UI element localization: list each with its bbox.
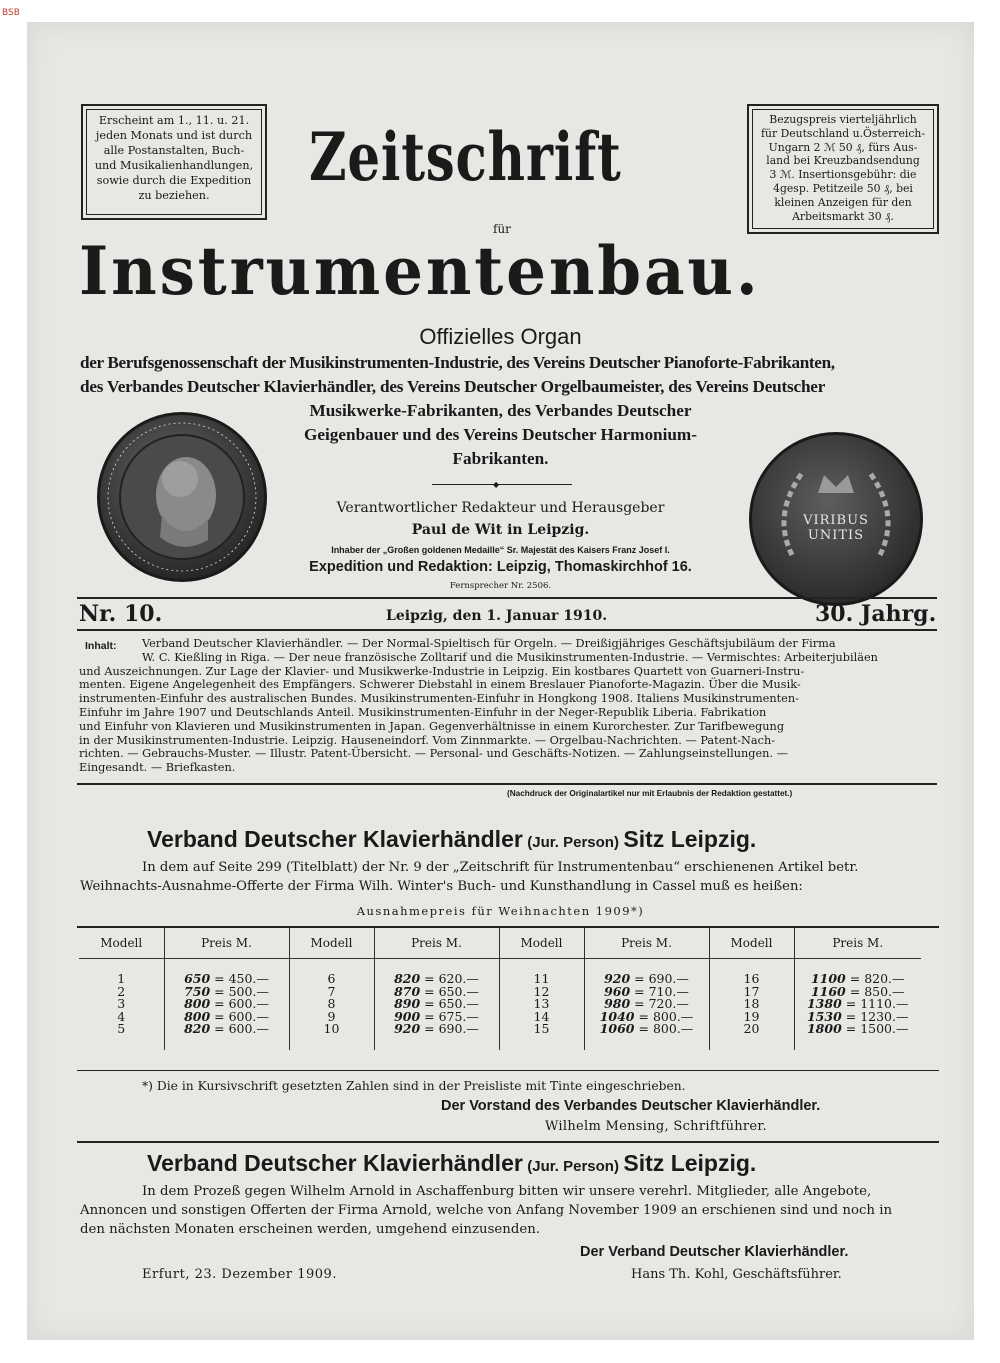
sale-price: 720.— xyxy=(648,996,689,1011)
sale-price: 650.— xyxy=(438,983,479,999)
right-box-line: Arbeitsmarkt 30 ₰. xyxy=(792,209,894,223)
equals-sign: = xyxy=(420,1008,439,1024)
sale-price: 690.— xyxy=(648,971,689,986)
sale-price: 800.— xyxy=(652,1021,694,1036)
table-caption: Ausnahmepreis für Weihnachten 1909*) xyxy=(356,904,645,918)
medal-motto-line: UNITIS xyxy=(807,528,865,543)
equals-sign: = xyxy=(845,983,865,999)
equals-sign: = xyxy=(420,971,439,986)
table-cell-model: 14 xyxy=(499,1011,584,1024)
editor-name: Paul de Wit in Leipzig. xyxy=(411,522,590,538)
table-cell-model: 11 xyxy=(499,959,584,986)
list-price: 900 xyxy=(394,1008,421,1024)
list-price: 960 xyxy=(604,983,631,999)
sale-price: 710.— xyxy=(648,983,689,999)
right-box-line: für Deutschland u.Österreich- xyxy=(761,126,925,140)
article2-text: den nächsten Monaten erscheinen werden, umgehend einzusenden. xyxy=(80,1222,540,1237)
sale-price: 1110.— xyxy=(860,996,909,1011)
table-cell-model: 18 xyxy=(709,998,794,1011)
sale-price: 1230.— xyxy=(860,1008,909,1024)
organ-line: Geigenbauer und des Vereins Deutscher Harmonium- xyxy=(304,425,697,444)
table-cell-model: 17 xyxy=(709,986,794,999)
article2-heading-sitz: Sitz Leipzig. xyxy=(623,1150,757,1176)
article2-heading-main: Verband Deutscher Klavierhändler xyxy=(147,1150,523,1176)
ornament-dot: ◆ xyxy=(493,480,500,489)
table-cell-price xyxy=(584,959,709,986)
sale-price: 600.— xyxy=(228,1008,269,1024)
table-header: Preis M. xyxy=(164,928,289,959)
table-footnote: *) Die in Kursivschrift gesetzten Zahlen sind in der Preisliste mit Tinte eingeschrieben. xyxy=(142,1079,686,1093)
rule xyxy=(77,783,937,785)
article1-signature: Der Vorstand des Verbandes Deutscher Klavierhändler. xyxy=(441,1098,821,1114)
inhalt-line: W. C. Kießling in Riga. — Der neue französische Zolltarif und die Musikinstrumenten-Industrie. — Vermischtes: Arbeiterjubiläen xyxy=(142,650,878,664)
table-cell-model: 3 xyxy=(79,998,164,1011)
right-box-line: land bei Kreuzbandsendung xyxy=(766,154,920,168)
table-cell-price xyxy=(374,1023,499,1050)
sale-price: 850.— xyxy=(864,983,905,999)
left-box-line: zu beziehen. xyxy=(138,189,210,202)
list-price: 1380 xyxy=(806,996,842,1011)
article1-heading-main: Verband Deutscher Klavierhändler xyxy=(147,826,523,852)
sale-price: 800.— xyxy=(652,1008,694,1024)
rule xyxy=(77,597,937,599)
inhalt-line: richten. — Gebrauchs-Muster. — Illustr. Patent-Übersicht. — Personal- und Geschäfts-Notizen. — Zahlungseinstellungen. — xyxy=(79,747,788,761)
right-box-line: Ungarn 2 ℳ 50 ₰, fürs Aus- xyxy=(768,140,918,154)
sale-price: 650.— xyxy=(438,996,479,1011)
table-cell-model: 1 xyxy=(79,959,164,986)
inhalt-label: Inhalt: xyxy=(85,640,117,652)
article2-heading-jur: (Jur. Person) xyxy=(527,1158,619,1175)
inhalt-line: Eingesandt. — Briefkasten. xyxy=(79,761,236,775)
equals-sign: = xyxy=(210,1021,229,1036)
list-price: 1100 xyxy=(810,971,846,986)
table-row xyxy=(79,959,921,986)
sale-price: 1500.— xyxy=(860,1021,909,1036)
equals-sign: = xyxy=(845,971,865,986)
sale-price: 500.— xyxy=(228,983,269,999)
list-price: 870 xyxy=(394,983,421,999)
list-price: 750 xyxy=(184,983,211,999)
inhalt-line: und Einfuhr von Klavieren und Musikinstrumenten in Japan. Gegenverhältnisse in einem Kurorchester. Zur Tarifbewegung xyxy=(79,719,785,733)
medal-viribus-unitis xyxy=(749,432,923,606)
table-cell-model: 9 xyxy=(289,1011,374,1024)
left-box-line: sowie durch die Expedition xyxy=(96,174,252,187)
left-box-line: Erscheint am 1., 11. u. 21. xyxy=(98,114,250,127)
equals-sign: = xyxy=(420,983,439,999)
equals-sign: = xyxy=(630,996,649,1011)
masthead-title-line2: Instrumentenbau. xyxy=(79,232,761,310)
inhalt-line: Verband Deutscher Klavierhändler. — Der Normal-Spieltisch für Orgeln. — Dreißigjähriges Geschäftsjubiläum der Firma xyxy=(142,637,836,650)
table-cell-model: 15 xyxy=(499,1023,584,1050)
article1-signer: Wilhelm Mensing, Schriftführer. xyxy=(545,1119,767,1134)
inhalt-line: menten. Eigene Angelegenheit des Empfängers. Schwerer Diebstahl in einem Breslauer Pianoforte-Magazin. Über die Musik- xyxy=(79,678,801,692)
article2-heading xyxy=(147,1150,756,1177)
table-cell-model: 19 xyxy=(709,1011,794,1024)
list-price: 1040 xyxy=(599,1008,635,1024)
table-header: Modell xyxy=(709,928,794,959)
table-cell-model: 4 xyxy=(79,1011,164,1024)
right-box-line: 3 ℳ. Insertionsgebühr: die xyxy=(769,168,917,182)
table-header: Preis M. xyxy=(374,928,499,959)
list-price: 800 xyxy=(184,996,211,1011)
medal-motto-line: VIRIBUS xyxy=(803,513,869,528)
article2-text: Annoncen und sonstigen Offerten der Firma Arnold, welche von Anfang November 1909 an erschienen sind und noch in xyxy=(80,1203,893,1218)
medal-emperor xyxy=(97,412,267,582)
inhalt-line: Einfuhr im Jahre 1907 und Deutschlands Anteil. Musikinstrumenten-Einfuhr in der Neger-Republik Liberia. Fabrikation xyxy=(79,705,767,719)
list-price: 650 xyxy=(184,971,211,986)
right-box-line: kleinen Anzeigen für den xyxy=(774,195,912,209)
price-table xyxy=(79,928,921,1050)
list-price: 920 xyxy=(604,971,631,986)
table-cell-price xyxy=(794,1023,921,1050)
table-cell-price xyxy=(374,959,499,986)
table-cell-price xyxy=(164,959,289,986)
table-cell-model: 2 xyxy=(79,986,164,999)
equals-sign: = xyxy=(420,996,439,1011)
reprint-note: (Nachdruck der Originalartikel nur mit Erlaubnis der Redaktion gestattet.) xyxy=(507,789,793,798)
list-price: 1060 xyxy=(599,1021,635,1036)
list-price: 820 xyxy=(184,1021,211,1036)
equals-sign: = xyxy=(210,983,229,999)
price-table-wrap xyxy=(79,928,921,1050)
sale-price: 600.— xyxy=(228,996,269,1011)
table-header: Preis M. xyxy=(584,928,709,959)
sale-price: 820.— xyxy=(864,971,905,986)
archive-label: BSB xyxy=(2,8,20,18)
left-box-line: alle Postanstalten, Buch- xyxy=(103,144,245,157)
right-box-line: Bezugspreis vierteljährlich xyxy=(769,113,917,126)
list-price: 1800 xyxy=(806,1021,842,1036)
organ-line: Fabrikanten. xyxy=(452,449,549,468)
issue-year: 30. Jahrg. xyxy=(815,601,937,627)
inhalt-line: in der Musikinstrumenten-Industrie. Leipzig. Hauseneindorf. Vom Zinnmarkte. — Orgelbau-Nachrichten. — Patent-Nach- xyxy=(79,733,776,747)
table-row xyxy=(79,1023,921,1050)
table-header: Modell xyxy=(499,928,584,959)
right-info-box xyxy=(747,104,939,234)
issue-date: Leipzig, den 1. Januar 1910. xyxy=(386,608,608,624)
table-cell-model: 6 xyxy=(289,959,374,986)
equals-sign: = xyxy=(841,1021,861,1036)
table-cell-model: 16 xyxy=(709,959,794,986)
editor-expedition: Expedition und Redaktion: Leipzig, Thomaskirchhof 16. xyxy=(309,559,692,575)
sale-price: 450.— xyxy=(228,971,269,986)
table-cell-price xyxy=(164,1023,289,1050)
list-price: 1530 xyxy=(806,1008,842,1024)
list-price: 920 xyxy=(394,1021,421,1036)
article1-text: In dem auf Seite 299 (Titelblatt) der Nr. 9 der „Zeitschrift für Instrumentenbau“ erschienenen Artikel betr. xyxy=(142,860,859,875)
article2-signer: Hans Th. Kohl, Geschäftsführer. xyxy=(631,1267,842,1282)
equals-sign: = xyxy=(841,996,861,1011)
equals-sign: = xyxy=(210,1008,229,1024)
article1-heading xyxy=(147,826,756,853)
masthead-title-line1: Zeitschrift xyxy=(309,118,622,196)
list-price: 800 xyxy=(184,1008,211,1024)
equals-sign: = xyxy=(841,1008,861,1024)
sale-price: 675.— xyxy=(438,1008,479,1024)
article1-heading-jur: (Jur. Person) xyxy=(527,834,619,851)
editor-line: Verantwortlicher Redakteur und Herausgeber xyxy=(336,500,665,516)
article1-heading-sitz: Sitz Leipzig. xyxy=(623,826,757,852)
list-price: 1160 xyxy=(810,983,846,999)
table-cell-price xyxy=(584,1023,709,1050)
organ-line: der Berufsgenossenschaft der Musikinstrumenten-Industrie, des Vereins Deutscher Pianoforte-Fabrikanten, xyxy=(80,353,835,372)
table-cell-model: 5 xyxy=(79,1023,164,1050)
left-info-box xyxy=(81,104,267,220)
equals-sign: = xyxy=(634,1008,653,1024)
table-cell-model: 7 xyxy=(289,986,374,999)
table-header: Modell xyxy=(79,928,164,959)
table-header: Modell xyxy=(289,928,374,959)
equals-sign: = xyxy=(630,983,649,999)
right-box-line: 4gesp. Petitzeile 50 ₰, bei xyxy=(773,181,913,195)
rule xyxy=(77,1141,939,1143)
sale-price: 690.— xyxy=(438,1021,479,1036)
equals-sign: = xyxy=(420,1021,439,1036)
list-price: 890 xyxy=(394,996,421,1011)
table-cell-model: 10 xyxy=(289,1023,374,1050)
organ-line: Musikwerke-Fabrikanten, des Verbandes Deutscher xyxy=(309,401,692,420)
table-rule xyxy=(77,1070,939,1071)
equals-sign: = xyxy=(634,1021,653,1036)
masthead-fuer: für xyxy=(493,222,511,236)
rule xyxy=(77,629,937,631)
inhalt-line: instrumenten-Einfuhr des australischen Bundes. Musikinstrumenten-Einfuhr in Hongkong 1908. Italiens Musikinstrumenten- xyxy=(79,692,799,706)
article2-place-date: Erfurt, 23. Dezember 1909. xyxy=(142,1267,337,1282)
table-cell-model: 12 xyxy=(499,986,584,999)
table-cell-price xyxy=(794,959,921,986)
table-cell-model: 13 xyxy=(499,998,584,1011)
list-price: 820 xyxy=(394,971,421,986)
issue-number: Nr. 10. xyxy=(79,601,163,627)
table-header: Preis M. xyxy=(832,936,884,950)
table-cell-model: 20 xyxy=(709,1023,794,1050)
equals-sign: = xyxy=(210,971,229,986)
table-cell-model: 8 xyxy=(289,998,374,1011)
list-price: 980 xyxy=(604,996,631,1011)
inhalt-line: und Auszeichnungen. Zur Lage der Klavier- und Musikwerke-Industrie in Leipzig. Ein kostbares Quartett von Guarneri-Instru- xyxy=(79,664,805,678)
sale-price: 620.— xyxy=(438,971,479,986)
left-box-line: jeden Monats und ist durch xyxy=(95,129,253,142)
editor-phone: Fernsprecher Nr. 2506. xyxy=(449,581,552,591)
editor-holder: Inhaber der „Großen goldenen Medaille“ Sr. Majestät des Kaisers Franz Josef I. xyxy=(331,545,670,555)
equals-sign: = xyxy=(210,996,229,1011)
organ-title: Offizielles Organ xyxy=(419,324,582,349)
sale-price: 600.— xyxy=(228,1021,269,1036)
article2-text: In dem Prozeß gegen Wilhelm Arnold in Aschaffenburg bitten wir unsere verehrl. Mitglieder, alle Angebote, xyxy=(142,1184,872,1199)
price-table-body xyxy=(79,959,921,1050)
article2-signature: Der Verband Deutscher Klavierhändler. xyxy=(580,1244,849,1260)
left-box-line: und Musikalienhandlungen, xyxy=(94,159,254,172)
newspaper-page xyxy=(27,22,974,1340)
ornament-rule xyxy=(432,484,572,485)
equals-sign: = xyxy=(630,971,649,986)
article1-text: Weihnachts-Ausnahme-Offerte der Firma Wilh. Winter's Buch- und Kunsthandlung in Cassel muß es heißen: xyxy=(80,879,803,894)
organ-line: des Verbandes Deutscher Klavierhändler, des Vereins Deutscher Orgelbaumeister, des Vereins Deutscher xyxy=(80,377,826,396)
